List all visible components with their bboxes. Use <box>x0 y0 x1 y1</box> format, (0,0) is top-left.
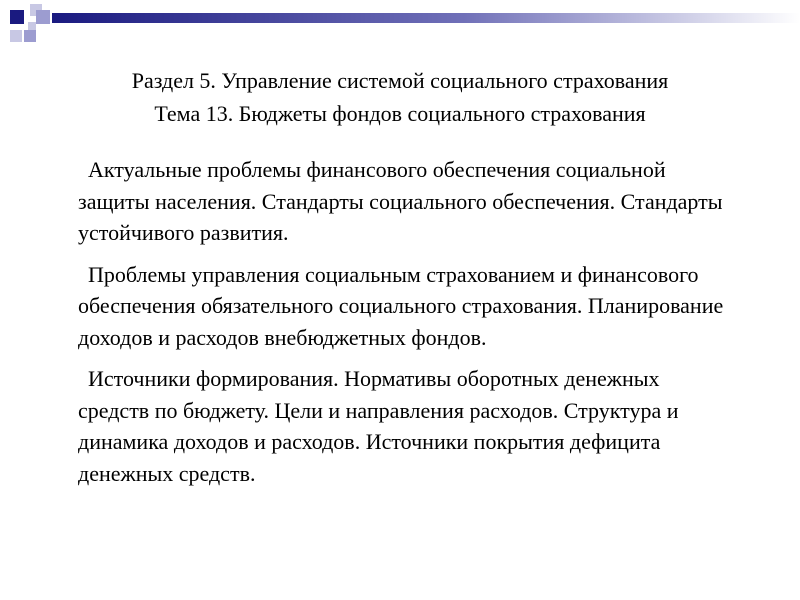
decor-square-dark-1 <box>10 10 24 24</box>
body-paragraph-2: Проблемы управления социальным страхованием и финансового обеспечения обязательного социального страхования. Планирование доходов и расходов внебюджетных фондов. <box>78 261 724 350</box>
title-line-topic: Тема 13. Бюджеты фондов социального страхования <box>154 101 646 126</box>
slide-body <box>78 154 728 499</box>
decor-square-light-2 <box>24 30 36 42</box>
title-line-section: Раздел 5. Управление системой социального страхования <box>131 68 669 93</box>
body-paragraph-1: Актуальные проблемы финансового обеспечения социальной защиты населения. Стандарты социального обеспечения. Стандарты устойчивого развития. <box>78 157 723 245</box>
decor-square-pale-3 <box>28 22 36 30</box>
slide-title <box>0 64 800 130</box>
body-paragraph-3: Источники формирования. Нормативы оборотных денежных средств по бюджету. Цели и направления расходов. Структура и динамика доходов и расходов. Источники покрытия дефицита денежных средств. <box>78 366 679 486</box>
decor-square-pale-2 <box>10 30 22 42</box>
header-gradient-bar <box>52 13 800 23</box>
decor-square-light-1 <box>36 10 50 24</box>
